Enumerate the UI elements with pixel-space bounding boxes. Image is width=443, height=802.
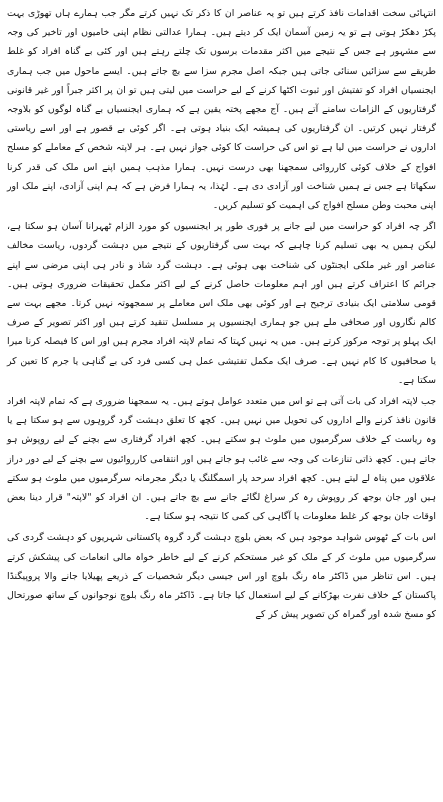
paragraph-detention: اگر چہ افراد کو حراست میں لیے جانے پر فوری طور پر ایجنسیوں کو مورد الزام ٹھہرانا آسان ہو سکتا ہے، لیکن ہمیں یہ بھی تسلیم کرنا چاہیے کہ بہت سی گرفتاریوں کے نتیجے میں دہشت گردوں، ریاست مخالف عناصر اور غیر ملکی ایجنٹوں کی شناخت بھی ہوئی ہے۔ دہشت گرد شاذ و نادر ہی اپنی مرضی سے اپنے جرائم کا اعتراف کرتے ہیں اور اہم معلومات حاصل کرنے کے لیے اکثر مکمل تحقیقات ضروری ہوتی ہیں۔ قومی سلامتی ایک بنیادی ترجیح ہے اور کوئی بھی ملک اس معاملے پر سمجھوتہ نہیں کرتا۔ مجھے بہت سے کالم نگاروں اور صحافی ملے ہیں جو ہماری ایجنسیوں پر مسلسل تنقید کرتے ہیں اور اکثر تصویر کے صرف ایک پہلو پر توجہ مرکوز کرتے ہیں۔ میں یہ نہیں کہتا کہ تمام لاپتہ افراد مجرم ہیں اور اس کا فیصلہ کرنا میرا یا صحافیوں کا کام نہیں ہے۔ صرف ایک مکمل تفتیشی عمل ہی کسی فرد کی بے گناہی یا جرم کا تعین کر سکتا ہے۔ (7, 221, 436, 386)
paragraph-missing-persons: جب لاپتہ افراد کی بات آتی ہے تو اس میں متعدد عوامل ہوتے ہیں۔ یہ سمجھنا ضروری ہے کہ تمام لاپتہ افراد قانون نافذ کرنے والے اداروں کی تحویل میں نہیں ہیں۔ کچھ کا تعلق دہشت گرد گروہوں سے ہو سکتا ہے یا وہ ریاست کے خلاف سرگرمیوں میں ملوث ہو سکتے ہیں۔ کچھ افراد گرفتاری سے بچنے کے لیے روپوش ہو جاتے ہیں۔ کچھ ذاتی تنازعات کی وجہ سے غائب ہو جاتے ہیں اور انتقامی کارروائیوں سے بچنے کے لیے دور دراز علاقوں میں پناہ لے لیتے ہیں۔ کچھ افراد سرحد پار اسمگلنگ یا دیگر مجرمانہ سرگرمیوں میں ملوث ہو سکتے ہیں اور جان بوجھ کر روپوش رہ کر سراغ لگائے جانے سے بچ جاتے ہیں۔ ان افراد کو "لاپتہ" قرار دینا بعض اوقات جان بوجھ کر غلط معلومات یا آگاہی کی کمی کا نتیجہ ہو سکتا ہے۔ (7, 396, 436, 523)
paragraph-evidence: اس بات کے ٹھوس شواہد موجود ہیں کہ بعض بلوچ دہشت گرد گروہ پاکستانی شہریوں کو دہشت گردی کی سرگرمیوں میں ملوث کر کے ملک کو غیر مستحکم کرنے کے لیے خاطر خواہ مالی انعامات کی پیشکش کرتے ہیں۔ اس تناظر میں ڈاکٹر ماہ رنگ بلوچ اور اس جیسی دیگر شخصیات کے ذریعے پھیلایا جانے والا پروپیگنڈا پاکستان کے خلاف نفرت بھڑکانے کے لیے استعمال کیا جاتا ہے۔ ڈاکٹر ماہ رنگ بلوچ نوجوانوں کے ساتھ صورتحال کو مسخ شدہ اور گمراہ کن تصویر پیش کر کے (7, 532, 436, 621)
paragraph-intro: انتہائی سخت اقدامات نافذ کرتے ہیں تو یہ عناصر ان کا ذکر تک نہیں کرتے مگر جب ہمارے ہاں تھوڑی بہت پکڑ دھکڑ ہوتی ہے تو یہ زمین آسمان ایک کر دیتے ہیں۔ ہمارا عدالتی نظام اپنی خامیوں اور تاخیر کی وجہ سے مشہور ہے جس کے نتیجے میں اکثر مقدمات برسوں تک چلتے رہتے ہیں اور کئی بے گناہ افراد کو غلط طریقے سے سزائیں سنائی جاتی ہیں جبکہ اصل مجرم سزا سے بچ جاتے ہیں۔ ایسے ماحول میں جب ہماری ایجنسیاں افراد کو تفتیش اور ثبوت اکٹھا کرنے کے لیے حراست میں لیتی ہیں تو ان پر اکثر جبراً اور غیر قانونی گرفتاریوں کے الزامات سامنے آتے ہیں۔ آج مجھے پختہ یقین ہے کہ ہماری ایجنسیاں بے گناہ لوگوں کو بلاوجہ گرفتار نہیں کرتیں۔ ان گرفتاریوں کی ہمیشہ ایک بنیاد ہوتی ہے۔ اگر کوئی بے قصور ہے اور اسے ریاستی اداروں نے حراست میں لیا ہے تو اس کی حراست کا کوئی جواز نہیں ہے۔ ہر لاپتہ شخص کے معاملے کو مسلح افواج کے خلاف کوئی کارروائی سمجھنا بھی درست نہیں۔ ہمارا مذہب ہمیں اپنے اس ملک کی قدر کرنا سکھاتا ہے جس نے ہمیں شناخت اور آزادی دی ہے۔ لہٰذا، یہ ہمارا فرض ہے کہ ہم اپنی آزادی، اپنے ملک اور اپنی محبت وطن مسلح افواج کی اہمیت کو تسلیم کریں۔ (7, 8, 436, 212)
